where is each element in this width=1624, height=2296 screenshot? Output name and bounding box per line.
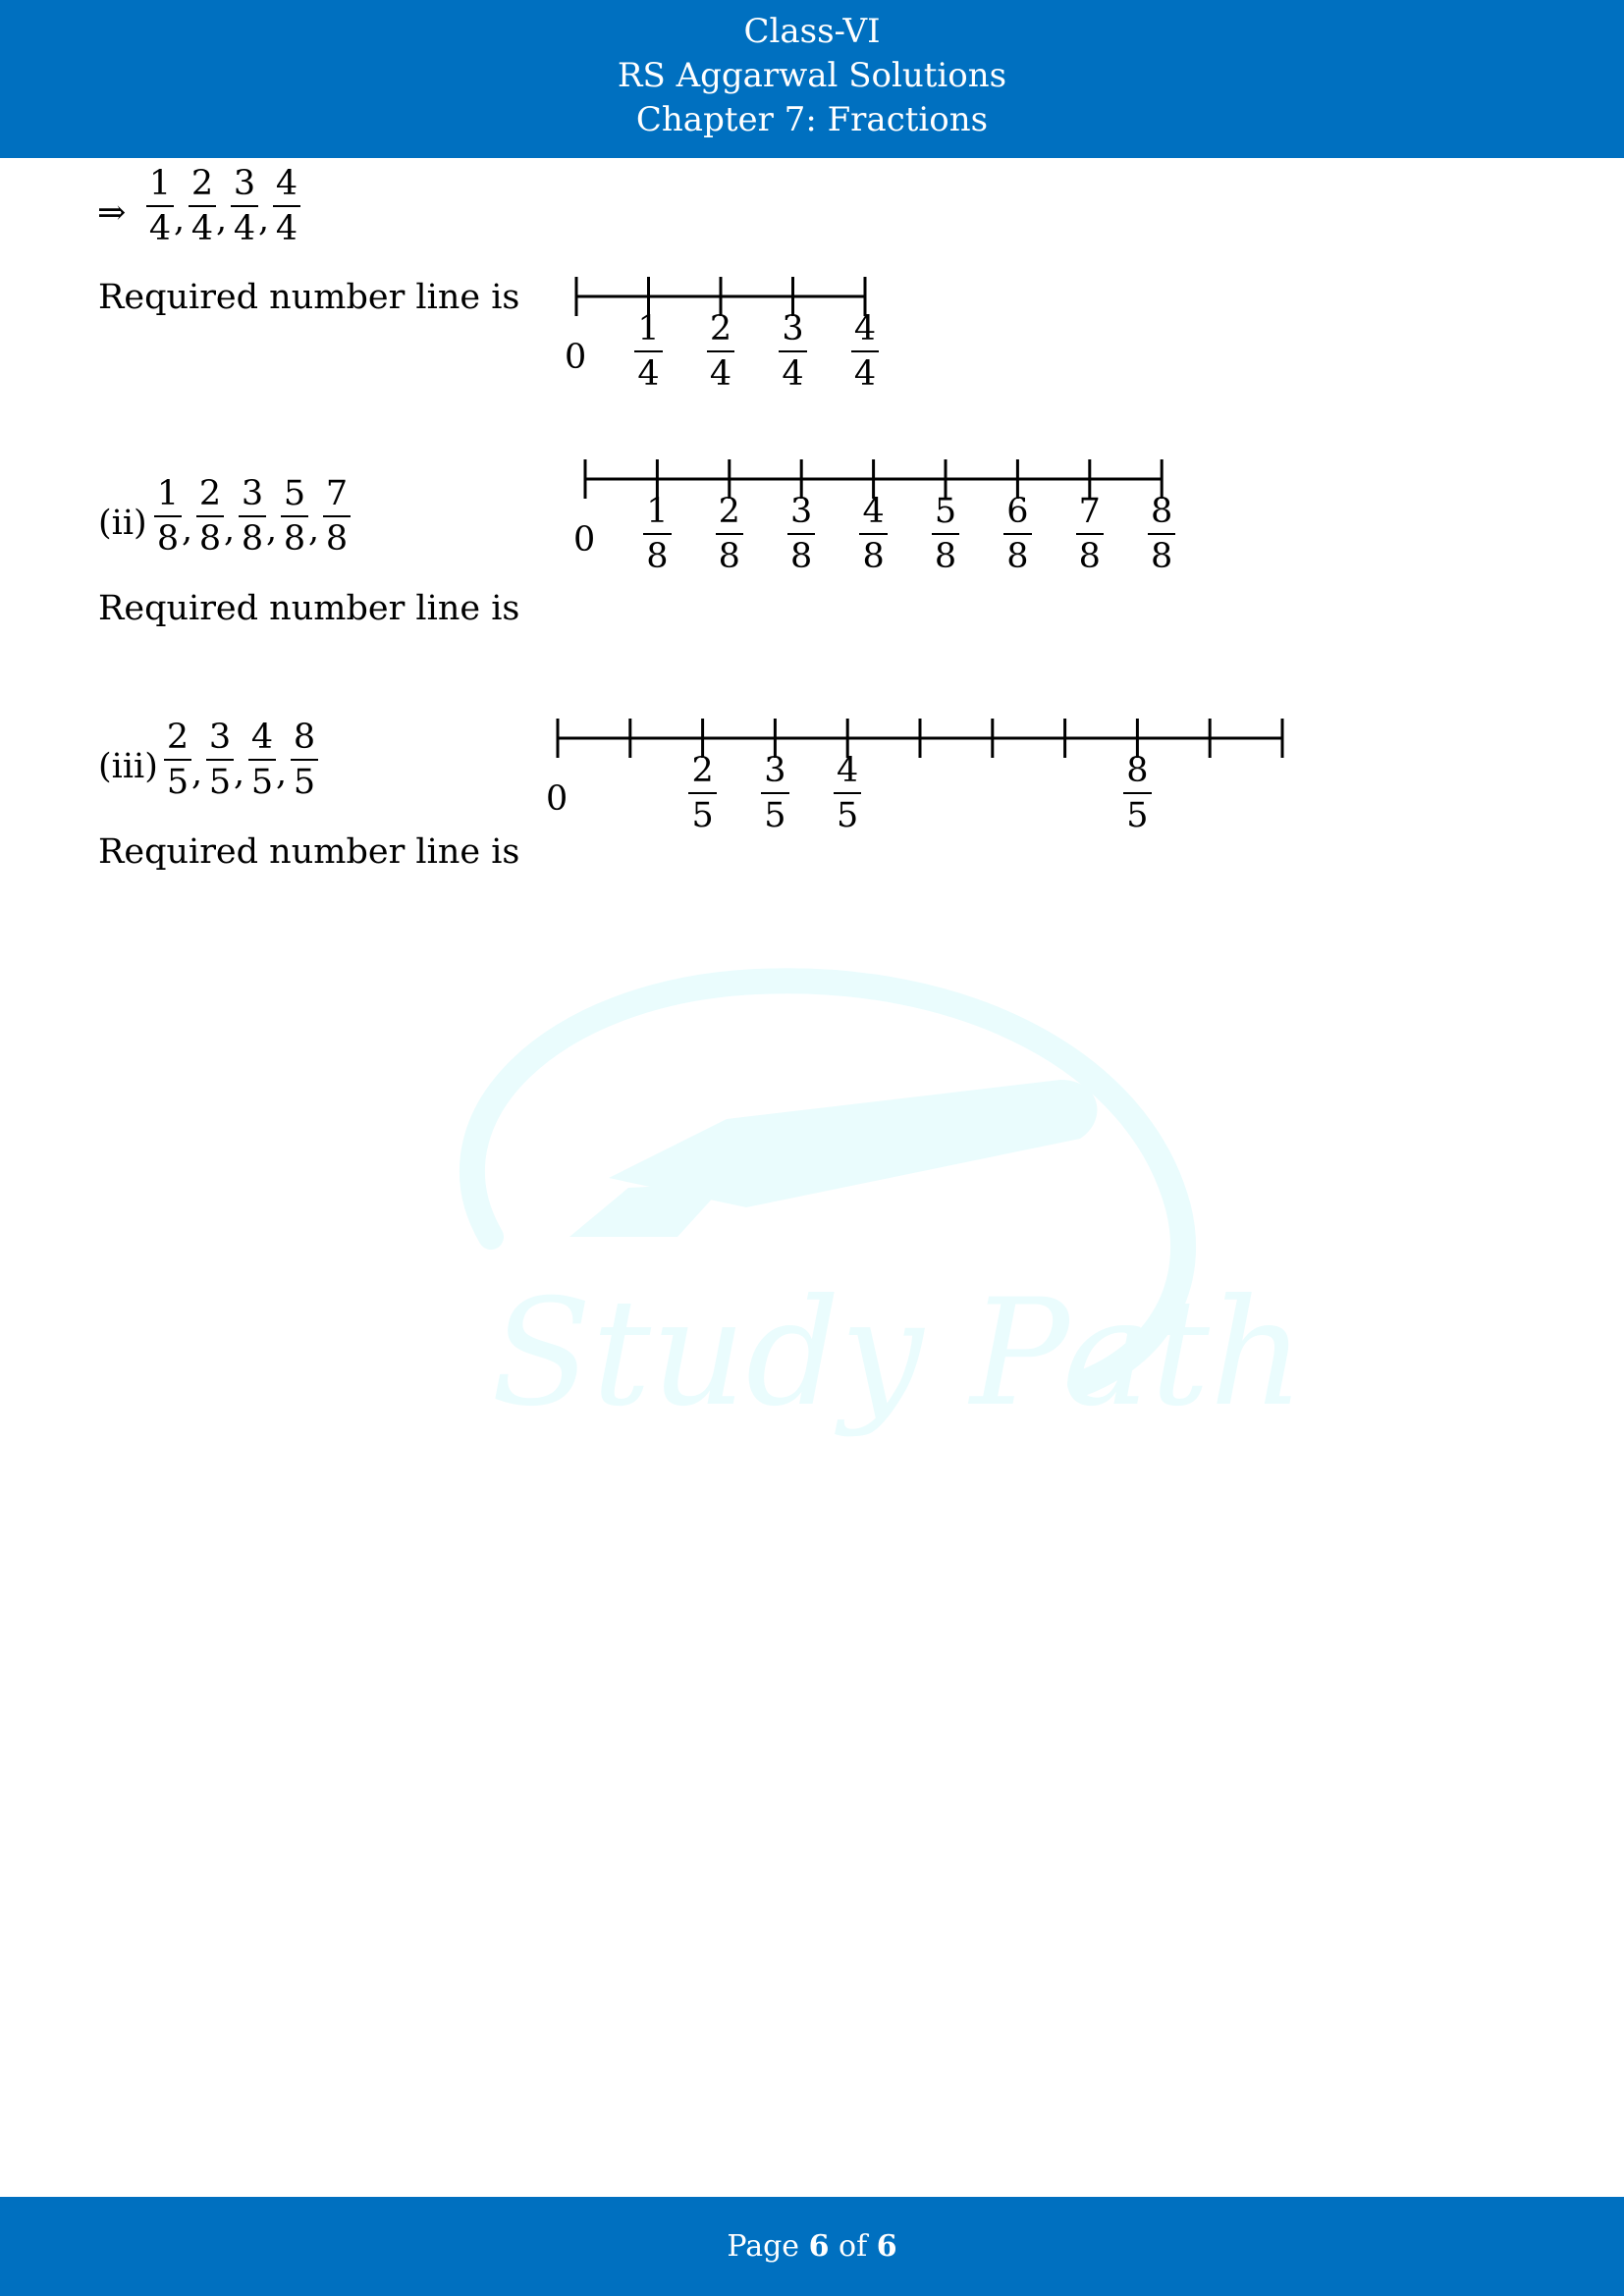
numerator: 3 (779, 310, 806, 352)
comma-separator: , (308, 510, 320, 550)
comma-separator: , (234, 754, 245, 793)
numerator: 8 (1148, 493, 1175, 535)
numerator: 4 (834, 752, 861, 794)
numerator: 3 (787, 493, 815, 535)
denominator: 5 (691, 796, 714, 835)
denominator: 4 (637, 354, 660, 394)
denominator: 5 (250, 763, 274, 802)
denominator: 8 (1006, 537, 1029, 576)
denominator: 8 (934, 537, 957, 576)
header-class: Class-VI (743, 12, 881, 51)
numerator: 2 (196, 475, 224, 517)
numerator: 3 (239, 475, 266, 517)
numerator: 4 (273, 165, 300, 207)
denominator: 8 (718, 537, 740, 576)
numerator: 2 (716, 493, 743, 535)
denominator: 5 (208, 763, 232, 802)
numerator: 4 (851, 310, 879, 352)
denominator: 4 (233, 209, 256, 248)
denominator: 8 (325, 519, 349, 559)
zero-label: 0 (573, 520, 596, 560)
numerator: 2 (707, 310, 734, 352)
denominator: 8 (790, 537, 813, 576)
header-chapter: Chapter 7: Fractions (635, 100, 989, 139)
footer-of-word: of (839, 2229, 868, 2264)
denominator: 4 (853, 354, 877, 394)
comma-separator: , (258, 200, 270, 240)
denominator: 5 (166, 763, 189, 802)
part-i-required-text: Required number line is (98, 278, 520, 317)
denominator: 8 (241, 519, 264, 559)
tick-label-fraction (834, 752, 861, 834)
denominator: 4 (275, 209, 298, 248)
zero-label: 0 (565, 338, 587, 377)
numerator: 3 (761, 752, 788, 794)
denominator: 5 (293, 763, 316, 802)
denominator: 4 (148, 209, 172, 248)
denominator: 4 (782, 354, 804, 394)
numerator: 5 (932, 493, 959, 535)
numerator: 1 (643, 493, 671, 535)
numerator: 4 (859, 493, 887, 535)
denominator: 8 (1078, 537, 1101, 576)
numerator: 1 (146, 165, 174, 207)
watermark-text: Study Path (491, 1268, 1305, 1439)
comma-separator: , (182, 510, 193, 550)
denominator: 8 (198, 519, 222, 559)
denominator: 8 (283, 519, 306, 559)
numerator: 1 (154, 475, 182, 517)
comma-separator: , (276, 754, 288, 793)
denominator: 4 (709, 354, 732, 394)
numerator: 4 (248, 719, 276, 761)
denominator: 5 (837, 796, 859, 835)
comma-separator: , (266, 510, 278, 550)
numerator: 2 (164, 719, 191, 761)
numerator: 3 (206, 719, 234, 761)
numerator: 7 (1076, 493, 1104, 535)
tick-label-fraction (1123, 752, 1151, 834)
footer-page-word: Page (727, 2229, 800, 2264)
denominator: 8 (1151, 537, 1173, 576)
numerator: 3 (231, 165, 258, 207)
numerator: 7 (323, 475, 351, 517)
denominator: 8 (646, 537, 669, 576)
part-iii-required-text: Required number line is (98, 832, 520, 872)
denominator: 8 (862, 537, 885, 576)
numerator: 8 (291, 719, 318, 761)
numerator: 2 (189, 165, 216, 207)
numerator: 2 (688, 752, 716, 794)
numerator: 5 (281, 475, 308, 517)
numerator: 1 (634, 310, 662, 352)
footer-total-pages: 6 (876, 2229, 897, 2264)
part-ii-required-text: Required number line is (98, 589, 520, 628)
denominator: 5 (764, 796, 786, 835)
denominator: 4 (190, 209, 214, 248)
comma-separator: , (174, 200, 186, 240)
page-footer (0, 2197, 1624, 2296)
comma-separator: , (191, 754, 203, 793)
implies-arrow: ⇒ (97, 193, 127, 233)
comma-separator: , (224, 510, 236, 550)
denominator: 5 (1126, 796, 1149, 835)
tick-label-fraction (761, 752, 788, 834)
zero-label: 0 (546, 779, 568, 819)
comma-separator: , (216, 200, 228, 240)
numerator: 6 (1003, 493, 1031, 535)
header-book: RS Aggarwal Solutions (617, 56, 1007, 95)
tick-label-fraction (688, 752, 716, 834)
part-iii-label: (iii) (98, 747, 158, 786)
denominator: 8 (156, 519, 180, 559)
footer-current-page: 6 (808, 2229, 830, 2264)
part-ii-label: (ii) (98, 504, 147, 543)
numerator: 8 (1123, 752, 1151, 794)
